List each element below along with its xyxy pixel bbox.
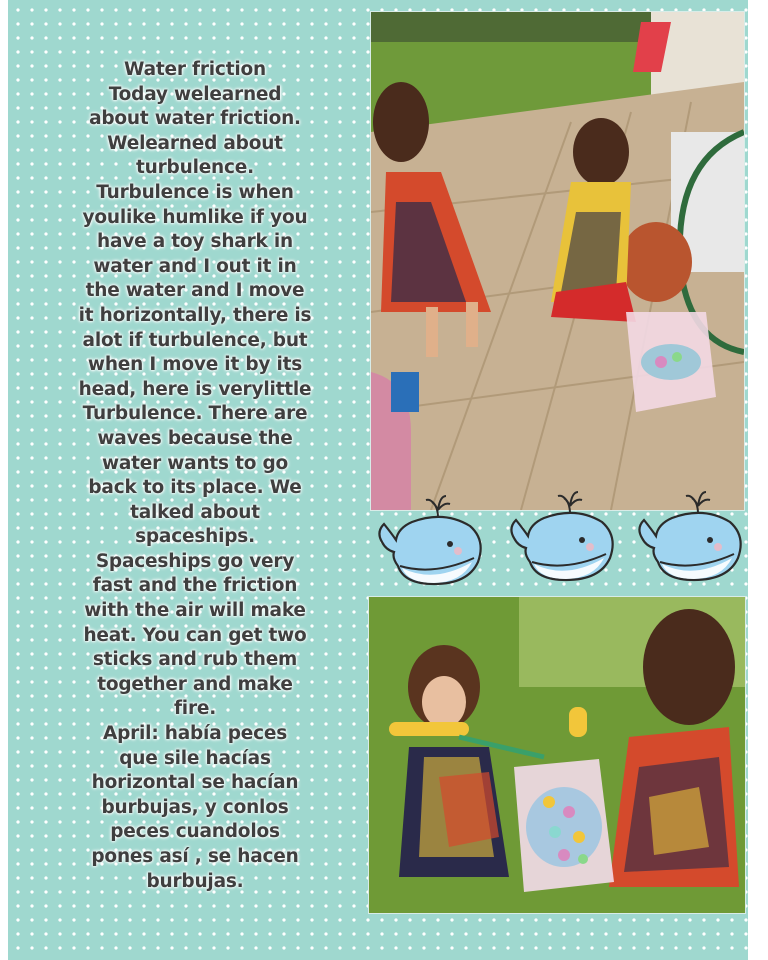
whale-icon bbox=[372, 486, 744, 590]
text-line: Welearned about bbox=[107, 132, 283, 154]
text-line: peces cuandolos bbox=[110, 821, 280, 843]
photo-icon bbox=[371, 12, 744, 510]
text-line: about water friction. bbox=[89, 108, 301, 130]
text-line: Spaceships go very bbox=[95, 550, 295, 572]
text-line: pones así , se hacen bbox=[91, 846, 299, 867]
text-line: with the air will make bbox=[84, 600, 306, 622]
journal-text bbox=[60, 58, 330, 894]
text-line: burbujas, y conlos bbox=[101, 796, 289, 818]
text-line: back to its place. We bbox=[88, 477, 302, 499]
text-line: talked about bbox=[130, 501, 260, 523]
text-line: turbulence. bbox=[136, 157, 254, 179]
text-line: burbujas. bbox=[146, 870, 244, 892]
page-margin bbox=[748, 0, 768, 960]
text-line: water and I out it in bbox=[93, 255, 297, 277]
text-line: it horizontally, there is bbox=[78, 304, 312, 326]
text-line: Today welearned bbox=[108, 83, 282, 105]
text-line: que sile hacías bbox=[119, 747, 271, 769]
text-line: sticks and rub them bbox=[92, 649, 298, 671]
text-line: head, here is verylittle bbox=[78, 378, 312, 400]
photo-icon bbox=[369, 597, 745, 913]
text-line: youlike humlike if you bbox=[82, 206, 308, 228]
text-line: fast and the friction bbox=[92, 575, 298, 597]
text-line: have a toy shark in bbox=[97, 231, 293, 253]
text-line: fire. bbox=[173, 698, 217, 720]
text-line: Water friction bbox=[124, 59, 266, 80]
text-line: waves because the bbox=[97, 427, 293, 449]
whale-decorations bbox=[372, 486, 744, 590]
text-line: together and make bbox=[97, 673, 293, 695]
text-line: when I move it by its bbox=[87, 354, 303, 376]
text-line: Turbulence is when bbox=[96, 181, 294, 203]
photo-grass bbox=[368, 596, 746, 914]
text-line: April: había peces bbox=[102, 723, 288, 745]
text-line: alot if turbulence, but bbox=[82, 329, 308, 351]
text-line: Turbulence. There are bbox=[82, 403, 308, 425]
text-line: water wants to go bbox=[101, 452, 289, 474]
photo-patio bbox=[370, 11, 745, 511]
text-line: horizontal se hacían bbox=[91, 772, 299, 794]
text-line: heat. You can get two bbox=[83, 624, 307, 646]
text-line: spaceships. bbox=[135, 526, 255, 548]
text-line: the water and I move bbox=[85, 280, 305, 302]
